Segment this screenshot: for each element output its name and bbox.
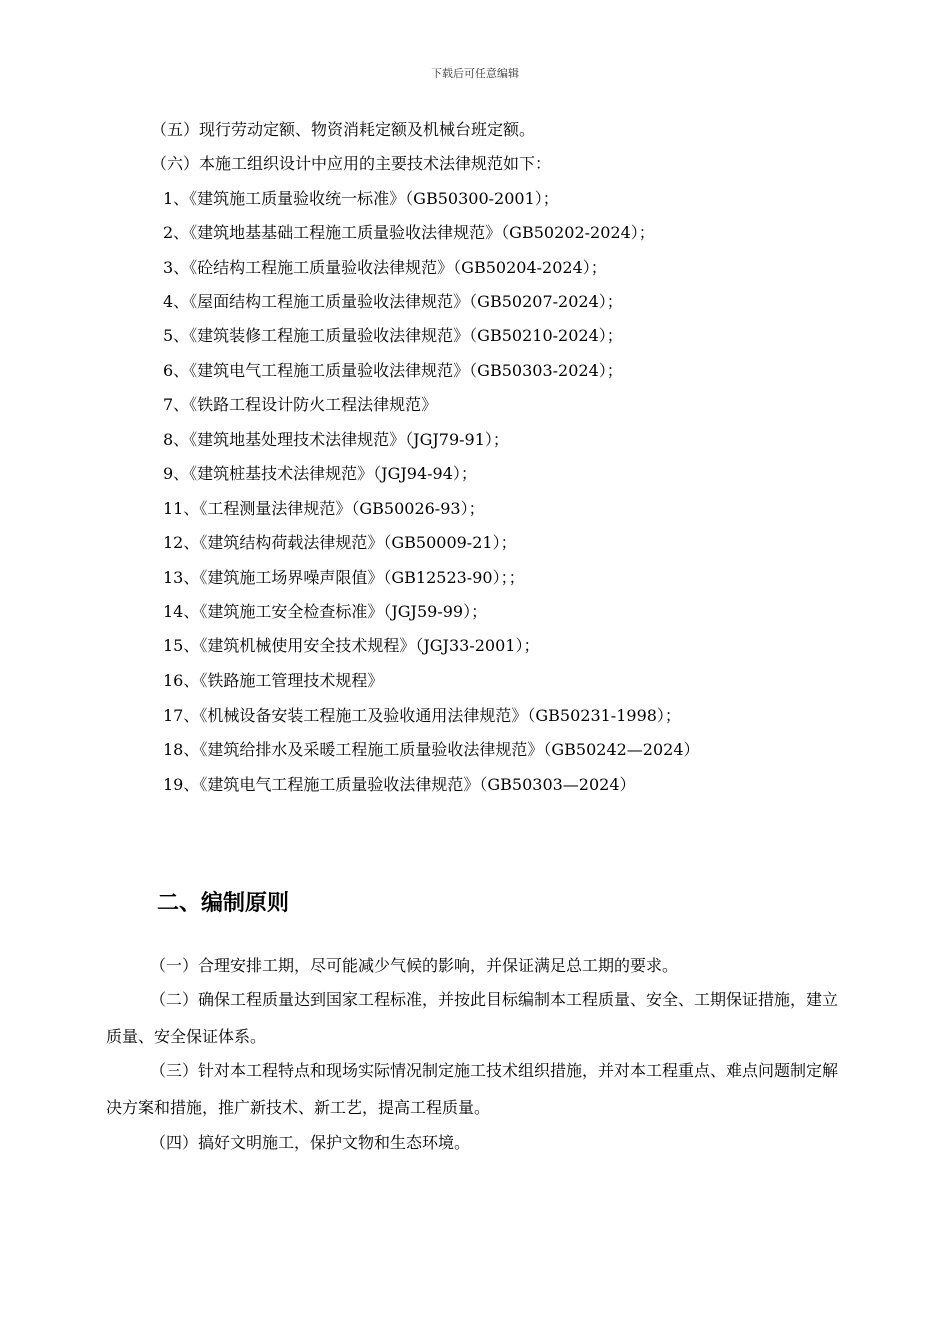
standard-item: 8、《建筑地基处理技术法律规范》（JGJ79-91）； xyxy=(163,430,509,449)
principle-paragraph: （三）针对本工程特点和现场实际情况制定施工技术组织措施，并对本工程重点、难点问题制定解决方案和措施，推广新技术、新工艺，提高工程质量。 xyxy=(106,1061,839,1117)
standard-item: 1、《建筑施工质量验收统一标准》（GB50300-2001）； xyxy=(163,189,559,208)
standard-item: 9、《建筑桩基技术法律规范》（JGJ94-94）； xyxy=(163,464,477,483)
standard-item: 16、《铁路施工管理技术规程》 xyxy=(163,671,384,690)
standard-item: 15、《建筑机械使用安全技术规程》（JGJ33-2001）； xyxy=(163,636,540,655)
principle-paragraph: （四）搞好文明施工，保护文物和生态环境。 xyxy=(150,1133,471,1152)
standard-item: 4、《屋面结构工程施工质量验收法律规范》（GB50207-2024）； xyxy=(163,292,623,311)
standard-item: 14、《建筑施工安全检查标准》（JGJ59-99）； xyxy=(163,602,488,621)
intro-line-5: （五）现行劳动定额、物资消耗定额及机械台班定额。 xyxy=(151,120,536,139)
principle-paragraph: （二）确保工程质量达到国家工程标准，并按此目标编制本工程质量、安全、工期保证措施，建立质量、安全保证体系。 xyxy=(106,990,839,1046)
standard-item: 6、《建筑电气工程施工质量验收法律规范》（GB50303-2024）； xyxy=(163,361,623,380)
standard-item: 12、《建筑结构荷载法律规范》（GB50009-21）； xyxy=(163,533,517,552)
standard-item: 5、《建筑装修工程施工质量验收法律规范》（GB50210-2024）； xyxy=(163,326,623,345)
standard-item: 11、《工程测量法律规范》（GB50026-93）； xyxy=(163,499,485,518)
standard-item: 3、《砼结构工程施工质量验收法律规范》（GB50204-2024）； xyxy=(163,258,607,277)
principle-paragraph: （一）合理安排工期，尽可能减少气候的影响，并保证满足总工期的要求。 xyxy=(150,956,679,975)
standard-item: 13、《建筑施工场界噪声限值》（GB12523-90）；； xyxy=(163,568,525,587)
section-title: 二、编制原则 xyxy=(157,891,290,916)
standard-item: 7、《铁路工程设计防火工程法律规范》 xyxy=(163,395,438,414)
intro-line-6: （六）本施工组织设计中应用的主要技术法律规范如下： xyxy=(151,154,552,173)
page-header: 下载后可任意编辑 xyxy=(431,67,519,80)
standard-item: 2、《建筑地基基础工程施工质量验收法律规范》（GB50202-2024）； xyxy=(163,223,655,242)
standard-item: 17、《机械设备安装工程施工及验收通用法律规范》（GB50231-1998）； xyxy=(163,706,681,725)
standard-item: 18、《建筑给排水及采暖工程施工质量验收法律规范》（GB50242—2024） xyxy=(163,740,700,759)
standard-item: 19、《建筑电气工程施工质量验收法律规范》（GB50303—2024） xyxy=(163,775,636,794)
